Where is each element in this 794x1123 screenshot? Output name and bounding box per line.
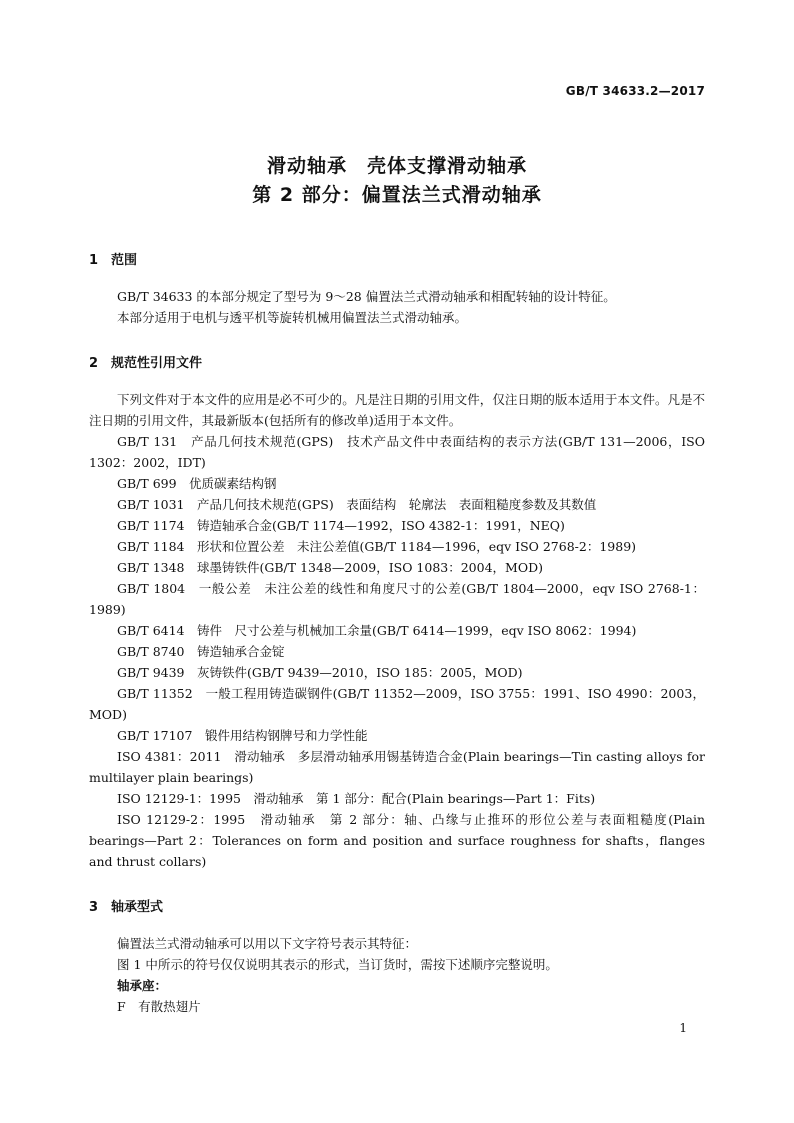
- reference-entry: GB/T 6414 铸件 尺寸公差与机械加工余量(GB/T 6414—1999，eqv ISO 8062：1994): [117, 623, 637, 638]
- paragraph: 本部分适用于电机与透平机等旋转机械用偏置法兰式滑动轴承。: [117, 310, 468, 325]
- reference-entry: ISO 4381：2011 滑动轴承 多层滑动轴承用锡基铸造合金(Plain bearings—Tin casting alloys for multilayer plain bearings): [89, 749, 705, 785]
- reference-entry: GB/T 1174 铸造轴承合金(GB/T 1174—1992，ISO 4382-1：1991，NEQ): [117, 518, 565, 533]
- subheading-bearing-housing: 轴承座：: [117, 978, 168, 993]
- page-number: 1: [679, 1021, 687, 1035]
- reference-entry: ISO 12129-1：1995 滑动轴承 第 1 部分：配合(Plain bearings—Part 1：Fits): [117, 791, 596, 806]
- reference-entry: GB/T 1031 产品几何技术规范(GPS) 表面结构 轮廓法 表面粗糙度参数及其数值: [117, 497, 597, 512]
- reference-entry: GB/T 11352 一般工程用铸造碳钢件(GB/T 11352—2009，ISO 3755：1991、ISO 4990：2003，MOD): [89, 686, 705, 722]
- section-1-body: [89, 286, 705, 328]
- paragraph: GB/T 34633 的本部分规定了型号为 9～28 偏置法兰式滑动轴承和相配转轴的设计特征。: [117, 289, 616, 304]
- section-number: 2: [89, 356, 99, 371]
- reference-entry: GB/T 8740 铸造轴承合金锭: [117, 644, 285, 659]
- document-title-line-2: 第 2 部分：偏置法兰式滑动轴承: [252, 184, 542, 206]
- section-2-body: [89, 389, 705, 872]
- reference-entry: GB/T 17107 锻件用结构钢牌号和力学性能: [117, 728, 368, 743]
- section-number: 3: [89, 900, 99, 915]
- paragraph: 偏置法兰式滑动轴承可以用以下文字符号表示其特征：: [117, 936, 418, 951]
- reference-entry: GB/T 1348 球墨铸铁件(GB/T 1348—2009，ISO 1083：2004，MOD): [117, 560, 543, 575]
- paragraph: 图 1 中所示的符号仅仅说明其表示的形式，当订货时，需按下述顺序完整说明。: [117, 957, 558, 972]
- section-title: 范围: [111, 253, 138, 268]
- section-2-heading: [89, 352, 202, 371]
- section-number: 1: [89, 253, 99, 268]
- reference-entry: GB/T 1184 形状和位置公差 未注公差值(GB/T 1184—1996，eqv ISO 2768-2：1989): [117, 539, 637, 554]
- section-3-body: [89, 933, 705, 1017]
- standard-number: GB/T 34633.2—2017: [565, 84, 705, 98]
- paragraph: 下列文件对于本文件的应用是必不可少的。凡是注日期的引用文件，仅注日期的版本适用于本文件。凡是不注日期的引用文件，其最新版本(包括所有的修改单)适用于本文件。: [89, 392, 705, 428]
- document-title-line-1: 滑动轴承 壳体支撑滑动轴承: [266, 155, 527, 177]
- section-title: 轴承型式: [111, 900, 164, 915]
- reference-entry: GB/T 131 产品几何技术规范(GPS) 技术产品文件中表面结构的表示方法(GB/T 131—2006，ISO 1302：2002，IDT): [89, 434, 705, 470]
- reference-entry: GB/T 9439 灰铸铁件(GB/T 9439—2010，ISO 185：2005，MOD): [117, 665, 523, 680]
- section-1-heading: [89, 249, 137, 268]
- reference-entry: GB/T 1804 一般公差 未注公差的线性和角度尺寸的公差(GB/T 1804—2000，eqv ISO 2768-1：1989): [89, 581, 705, 617]
- reference-entry: GB/T 699 优质碳素结构钢: [117, 476, 277, 491]
- section-3-heading: [89, 896, 163, 915]
- reference-entry: ISO 12129-2：1995 滑动轴承 第 2 部分：轴、凸缘与止推环的形位公差与表面粗糙度(Plain bearings—Part 2：Tolerances on form and position and surface roughness for shafts，flanges and thrust collars): [89, 812, 705, 869]
- section-title: 规范性引用文件: [111, 356, 203, 371]
- paragraph: F 有散热翅片: [117, 999, 201, 1014]
